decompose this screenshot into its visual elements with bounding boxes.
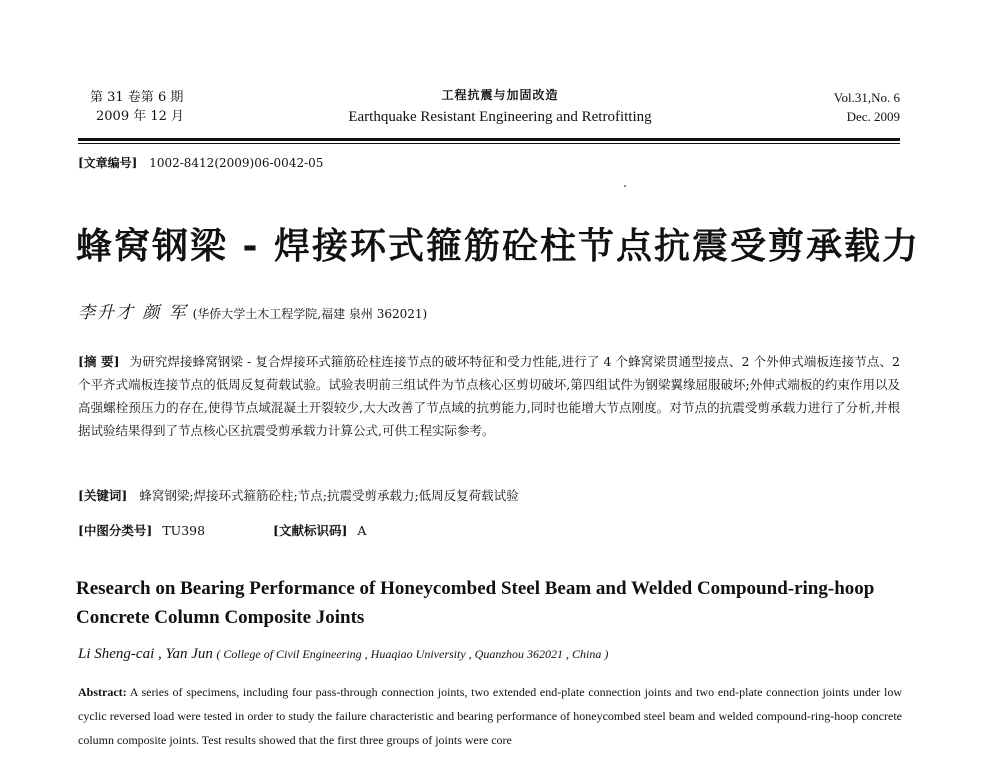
speck-mark xyxy=(624,185,626,187)
title-cn: 蜂窝钢梁 - 焊接环式箍筋砼柱节点抗震受剪承载力 xyxy=(76,226,921,267)
title-en: Research on Bearing Performance of Honeycombed Steel Beam and Welded Compound-ring-hoop Concrete Column Composite Joints xyxy=(76,578,875,628)
header-volume-en: Vol.31,No. 6 xyxy=(833,90,900,105)
author-affiliation-en: ( College of Civil Engineering , Huaqiao University , Quanzhou 362021 , China ) xyxy=(216,647,609,661)
author-names-cn: 李升才 颜 军 xyxy=(78,303,188,323)
authors-cn xyxy=(78,298,427,323)
article-number-value: 1002-8412(2009)06-0042-05 xyxy=(149,156,324,170)
author-names-en: Li Sheng-cai , Yan Jun xyxy=(78,646,213,662)
abstract-en xyxy=(78,680,902,752)
header-date-en: Dec. 2009 xyxy=(846,109,900,124)
doc-code-label: [文献标识码] xyxy=(273,523,348,538)
abstract-cn xyxy=(78,350,900,442)
clc-label: [中图分类号] xyxy=(78,523,153,538)
classification-line xyxy=(78,521,366,539)
keywords-cn xyxy=(78,484,900,507)
header-rule-thin xyxy=(78,143,900,144)
header-volume-cn: 第 31 卷第 6 期 xyxy=(90,90,184,105)
article-number-label: [文章编号] xyxy=(78,156,138,170)
authors-en xyxy=(78,646,608,663)
keywords-cn-label: [关键词] xyxy=(78,488,128,503)
header-issue-block xyxy=(834,88,900,126)
abstract-en-text: A series of specimens, including four pass-through connection joints, two extended end-plate connection joints and two end-plate connection joints under low cyclic reversed load were tested in order to study the failure characteristic and bearing performance of honeycombed steel beam and welded compound-ring-hoop concrete column composite joints. Test results showed that the first three groups of joints were core xyxy=(78,685,902,747)
keywords-cn-text: 蜂窝钢梁;焊接环式箍筋砼柱;节点;抗震受剪承载力;低周反复荷载试验 xyxy=(139,488,519,503)
header-date-cn: 2009 年 12 月 xyxy=(96,109,185,124)
doc-code-value: A xyxy=(357,523,367,538)
journal-name-en: Earthquake Resistant Engineering and Retrofitting xyxy=(348,109,652,125)
abstract-cn-text: 为研究焊接蜂窝钢梁 - 复合焊接环式箍筋砼柱连接节点的破坏特征和受力性能,进行了 4 个蜂窝梁贯通型接点、2 个外伸式端板连接节点、2 个平齐式端板连接节点的低周反复荷载试验。试验表明前三组试件为节点核心区剪切破坏,第四组试件为钢梁翼缘屈服破坏;外伸式端板的约束作用以及高强螺栓预压力的存在,使得节点域混凝土开裂较少,大大改善了节点域的抗剪能力,同时也能增大节点刚度。对节点的抗震受剪承载力进行了分析,并根据试验结果得到了节点核心区抗震受剪承载力计算公式,可供工程实际参考。 xyxy=(78,354,900,438)
abstract-cn-label: [摘 要] xyxy=(78,354,120,369)
article-number xyxy=(78,154,323,171)
abstract-en-label: Abstract: xyxy=(78,685,127,699)
clc-value: TU398 xyxy=(162,523,206,538)
header-rule-thick xyxy=(78,138,900,141)
author-affiliation-cn: (华侨大学土木工程学院,福建 泉州 362021) xyxy=(192,307,428,321)
journal-name-cn: 工程抗震与加固改造 xyxy=(441,88,559,102)
